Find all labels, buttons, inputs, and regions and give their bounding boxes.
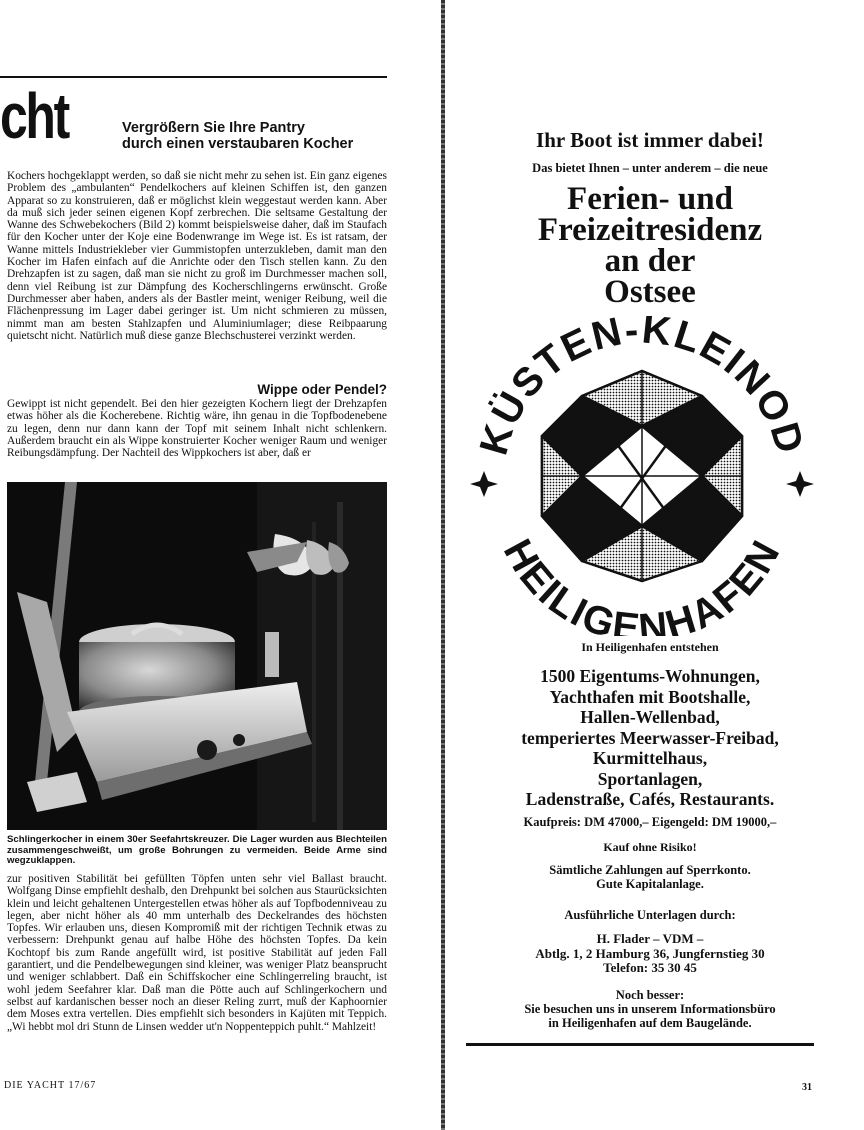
logo-bottom-text: HEILIGENHAFEN <box>494 532 790 636</box>
ad-price: Kaufpreis: DM 47000,– Eigengeld: DM 19000,– <box>523 815 777 829</box>
ad-feature-item: Ladenstraße, Cafés, Restaurants. <box>525 789 775 809</box>
ad-location: In Heiligenhafen entstehen <box>581 640 719 654</box>
ad-intro: Das bietet Ihnen – unter anderem – die neue <box>532 161 768 175</box>
ad-company-line: Telefon: 35 30 45 <box>603 960 697 975</box>
ad-company-address <box>455 932 845 976</box>
page-gutter <box>441 0 445 1130</box>
ad-feature-item: 1500 Eigentums-Wohnungen, <box>540 666 760 686</box>
ad-payment-line: Gute Kapitalanlage. <box>596 877 704 891</box>
article-paragraph: zur positiven Stabilität bei gefüllten Töpfen unten sehr viel Ballast braucht. Wolfgang Dinse empfiehlt deshalb, den Drehpunkt bei solchen aus Staurücksichten klein und leicht gehaltenen Untergestellen etwas höher als auf Topfbodenniveau zu legen, aber nicht höher als 40 mm unterhalb des Deckelrandes des höchsten Topfes. Wir erlauben uns, diesen Kompromiß mit der richtigen Technik etwas zu verbessern: Drehpunkt genau auf halbe Höhe des höchsten Topfes. Da kein Kochtopf bis zum Rande angefüllt wird, ist positive Stabilität auf jeden Fall garantiert, und die Pendelbewegungen sind kleiner, was weniger Platz beansprucht und weniger schlabbert. Daß ein Schiffskocher eine Schlingerreling braucht, ist wohl jedem Seefahrer klar. Daß man die Pötte auch auf Schlingerkochern und selbst auf kardanischen besser noch an dieser Reling zurrt, muß der Kaphoornier dem Moses extra vertellen. Dies empfiehlt sich besonders in Kajüten mit Teppich. „Wi hebbt mol dri Stunn de Linsen wedder ut'n Noppenteppich puhlt.“ Mahlzeit! <box>7 873 387 1033</box>
ad-company-line: Abtlg. 1, 2 Hamburg 36, Jungfernstieg 30 <box>535 945 765 961</box>
ad-closing <box>455 988 845 1030</box>
ad-feature-item: Hallen-Wellenbad, <box>580 707 720 727</box>
stove-photo <box>7 482 387 830</box>
ad-documents: Ausführliche Unterlagen durch: <box>564 908 736 922</box>
article-subtitle <box>122 120 392 152</box>
article-subtitle-line: Vergrößern Sie Ihre Pantry <box>122 120 305 136</box>
ad-feature-item: temperiertes Meerwasser-Freibad, <box>521 727 779 748</box>
ad-company-line: H. Flader – VDM – <box>596 931 704 946</box>
top-rule <box>0 76 387 78</box>
ad-feature-item: Kurmittelhaus, <box>592 748 708 768</box>
article-paragraph: Kochers hochgeklappt werden, so daß sie nicht mehr zu sehen ist. Ein ganz eigenes Problem des „ambulanten“ Pendelkochers auf kleinen Schiffen ist, den ganzen Apparat so zu konstruieren, daß er möglichst klein weggestaut werden kann. Aber da muß sich jeder seinen eigenen Kopf zerbrechen. Die seltsame Gestaltung der Wanne des Schwebekochers (Bild 2) kommt beispielsweise daher, daß im Staufach für den Kocher unter der Koje eine Bodenwrange im Wege ist. Es ist ratsam, der Wanne mittels Industriekleber vier Gummistopfen unterzukleben, damit man den Kocher im Hafen einfach auf die Anrichte oder den Tisch stellen kann. Zu den Drehzapfen ist zu sagen, daß man sie nicht zu groß im Durchmesser machen soll, denn viel Reibung ist zur Dämpfung des Kocherschlingerns erwünscht. Große Durchmesser aber haben, anders als der Bastler meint, weniger Reibung, weil die Flächenpressung im Lager dabei geringer ist. Um nicht schmieren zu müssen, nimmt man am besten Stahlzapfen und Aluminiumlager; diese Reibpaarung quietscht nicht. Natürlich muß diese ganze Blechschusterei verzinkt werden. <box>7 170 387 342</box>
star-icon <box>470 471 498 497</box>
ad-feature-item: Sportanlagen, <box>597 768 703 789</box>
star-icon <box>786 471 814 497</box>
ad-closing-line: in Heiligenhafen auf dem Baugelände. <box>548 1016 752 1030</box>
ad-feature-item: Yachthafen mit Bootshalle, <box>549 686 751 707</box>
ad-headline: Ihr Boot ist immer dabei! <box>536 128 764 152</box>
ad-risk: Kauf ohne Risiko! <box>603 840 697 854</box>
ad-closing-line: Sie besuchen uns in unserem Informationsbüro <box>524 1002 776 1016</box>
stove-photo-illustration <box>7 482 387 830</box>
ad-title-line: Freizeitresidenz <box>537 212 763 248</box>
photo-caption: Schlingerkocher in einem 30er Seefahrtskreuzer. Die Lager wurden aus Blechteilen zusammengeschweißt, um große Bohrungen zu vermeiden. Beide Arme sind wegzuklappen. <box>7 834 387 866</box>
ad-bottom-rule <box>466 1043 814 1046</box>
article-paragraph: Gewippt ist nicht gependelt. Bei den hier gezeigten Kochern liegt der Drehzapfen etwas höher als die Kocherebene. Richtig wäre, ihn genau in die Topfbodenebene zu legen, denn nur dann kann der Topf mit seinem Inhalt nicht schlenkern. Außerdem braucht ein als Wippe konstruierter Kocher weniger Raum und weniger Reibungsdämpfung. Der Nachteil des Wippkochers ist aber, daß er <box>7 398 387 460</box>
magazine-footer: DIE YACHT 17/67 <box>4 1080 97 1091</box>
logo-emblem <box>462 316 822 636</box>
ad-features-list <box>455 666 845 810</box>
ad-title-line: Ostsee <box>604 274 696 310</box>
kuesten-kleinod-logo <box>462 316 822 636</box>
ad-title-line: Ferien- und <box>567 181 733 217</box>
ad-payment-line: Sämtliche Zahlungen auf Sperrkonto. <box>549 863 751 877</box>
ad-title-line: an der <box>604 243 696 279</box>
ad-payment <box>455 863 845 891</box>
ad-title <box>455 181 845 310</box>
article-headline-fragment: cht <box>0 80 68 152</box>
article-subtitle-line: durch einen verstaubaren Kocher <box>122 136 354 152</box>
page-number: 31 <box>802 1082 812 1093</box>
logo-top-text: KÜSTEN-KLEINOD <box>471 316 813 460</box>
section-heading: Wippe oder Pendel? <box>257 382 387 397</box>
ad-closing-line: Noch besser: <box>615 988 685 1002</box>
